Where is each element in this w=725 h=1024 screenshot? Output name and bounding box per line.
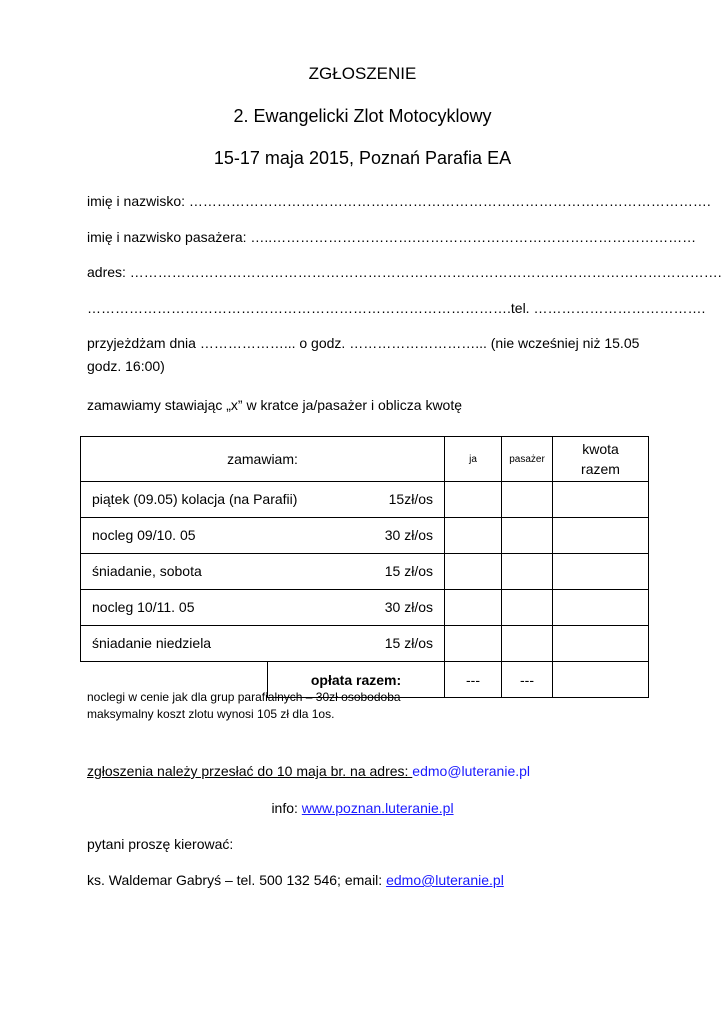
order-table — [80, 436, 649, 698]
order-instruction: zamawiamy stawiając „x” w kratce ja/pasażer i oblicza kwotę — [87, 397, 463, 413]
me-checkbox-cell[interactable] — [445, 482, 502, 518]
order-item-price: 15zł/os — [388, 491, 433, 507]
table-row — [81, 590, 649, 626]
passenger-field: imię i nazwisko pasażera: …..………………………….…………………………………………………… — [87, 229, 697, 245]
submission-info — [87, 763, 530, 779]
info-line — [0, 800, 725, 816]
address-field: adres: ………………………………………………………………………………………………………………. — [87, 264, 722, 280]
table-row — [81, 554, 649, 590]
column-header-total-line1: kwota — [582, 441, 619, 457]
note-line: noclegi w cenie jak dla grup parafialnych – 30zł osobodoba — [87, 690, 401, 704]
event-date-place: 15-17 maja 2015, Poznań Parafia EA — [213, 148, 512, 168]
order-item-cell — [81, 482, 445, 518]
total-cell[interactable] — [553, 518, 649, 554]
address-phone-field: ……………………………………………………………………………….tel. ………………………………. — [87, 300, 706, 316]
note-line: maksymalny koszt zlotu wynosi 105 zł dla 1os. — [87, 707, 335, 721]
info-label: info: — [271, 800, 302, 816]
total-cell[interactable] — [553, 482, 649, 518]
order-item-name: nocleg 10/11. 05 — [92, 599, 195, 615]
table-row — [81, 626, 649, 662]
website-link[interactable]: www.poznan.luteranie.pl — [301, 800, 454, 816]
order-item-name: śniadanie, sobota — [92, 563, 202, 579]
order-item-price: 15 zł/os — [384, 563, 433, 579]
order-item-name: nocleg 09/10. 05 — [92, 527, 196, 543]
submission-email-link[interactable]: edmo@luteranie.pl — [412, 763, 531, 779]
order-item-price: 15 zł/os — [384, 635, 433, 651]
table-row — [81, 482, 649, 518]
arrival-field: przyjeżdżam dnia ………………... o godz. ………………………... (nie wcześniej niż 15.05 godz. 16:00) — [87, 335, 640, 374]
total-me: --- — [445, 662, 502, 698]
total-label: opłata razem: — [268, 662, 445, 698]
contact-person — [87, 872, 504, 888]
me-checkbox-cell[interactable] — [445, 518, 502, 554]
total-cell[interactable] — [553, 626, 649, 662]
order-item-price: 30 zł/os — [384, 599, 433, 615]
submission-text: zgłoszenia należy przesłać do 10 maja br. na adres: — [87, 763, 413, 779]
order-item-cell — [81, 554, 445, 590]
me-checkbox-cell[interactable] — [445, 554, 502, 590]
order-item-price: 30 zł/os — [384, 527, 433, 543]
questions-heading: pytani proszę kierować: — [87, 836, 234, 852]
column-header-passenger: pasażer — [502, 437, 553, 482]
me-checkbox-cell[interactable] — [445, 590, 502, 626]
order-item-cell — [81, 626, 445, 662]
order-item-cell — [81, 518, 445, 554]
passenger-checkbox-cell[interactable] — [502, 626, 553, 662]
contact-person-text: ks. Waldemar Gabryś – tel. 500 132 546; email: — [87, 872, 387, 888]
total-cell[interactable] — [553, 590, 649, 626]
order-item-name: piątek (09.05) kolacja (na Parafii) — [92, 491, 298, 507]
column-header-me: ja — [445, 437, 502, 482]
column-header-total — [553, 437, 649, 482]
page-title: ZGŁOSZENIE — [308, 64, 417, 83]
me-checkbox-cell[interactable] — [445, 626, 502, 662]
name-field: imię i nazwisko: …………………………………………………………………………………………………. — [87, 193, 711, 209]
column-header-total-line2: razem — [581, 461, 620, 477]
order-item-name: śniadanie niedziela — [92, 635, 212, 651]
column-header-order: zamawiam: — [81, 437, 445, 482]
total-cell[interactable] — [553, 554, 649, 590]
pricing-notes — [87, 689, 401, 723]
passenger-checkbox-cell[interactable] — [502, 482, 553, 518]
passenger-checkbox-cell[interactable] — [502, 554, 553, 590]
passenger-checkbox-cell[interactable] — [502, 590, 553, 626]
passenger-checkbox-cell[interactable] — [502, 518, 553, 554]
grand-total-cell[interactable] — [553, 662, 649, 698]
total-passenger: --- — [502, 662, 553, 698]
contact-email-link[interactable]: edmo@luteranie.pl — [386, 872, 504, 888]
event-name: 2. Ewangelicki Zlot Motocyklowy — [233, 106, 492, 126]
table-row — [81, 518, 649, 554]
order-item-cell — [81, 590, 445, 626]
